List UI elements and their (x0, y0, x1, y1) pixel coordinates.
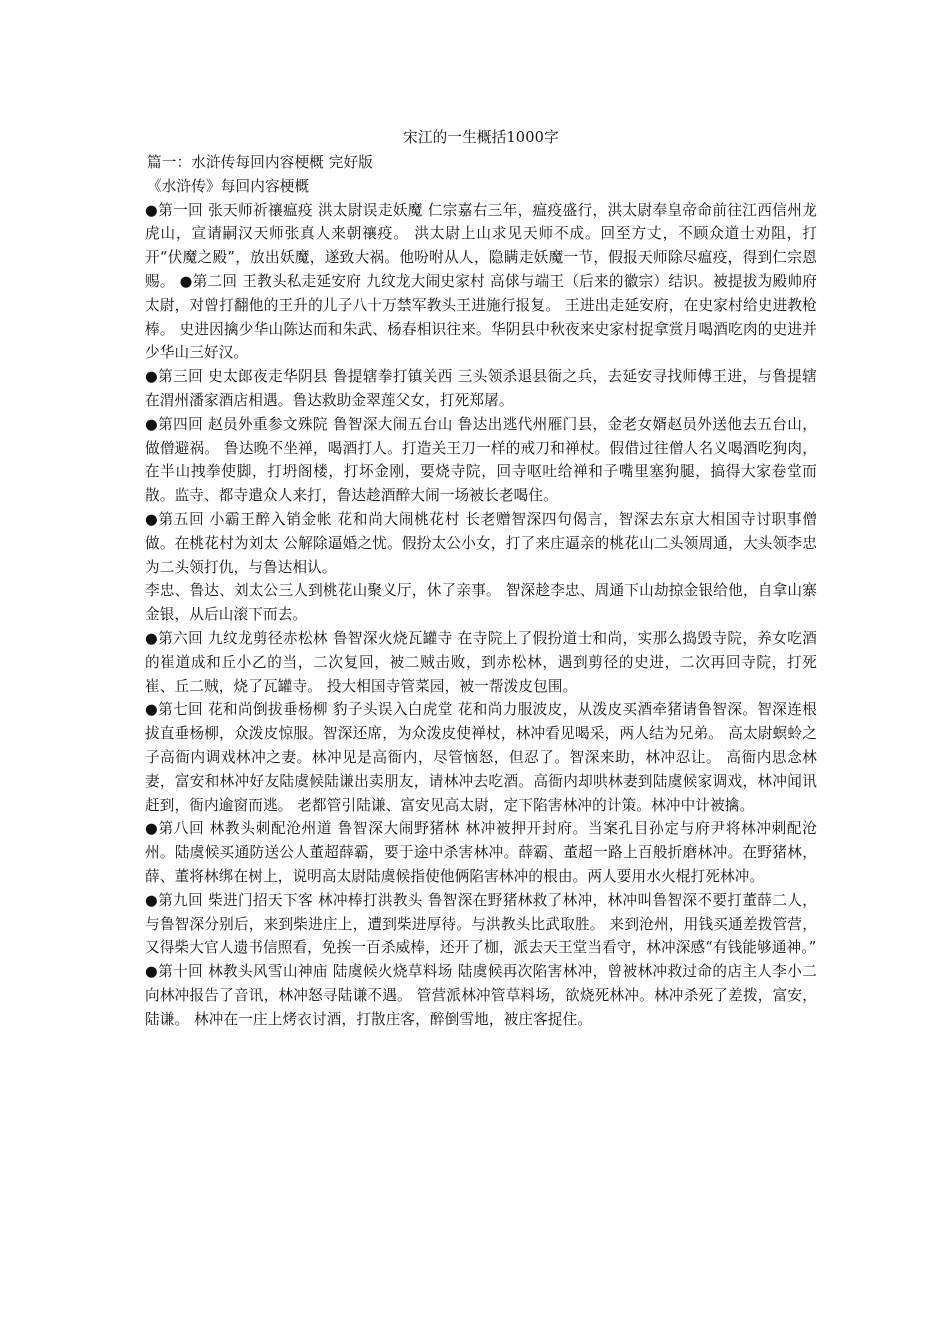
subheading: 《水浒传》每回内容梗概 (147, 177, 310, 195)
document-title: 宋江的一生概括1000字 (403, 129, 559, 146)
paragraph-chapter-1-2: ●第一回 张天师祈禳瘟疫 洪太尉误走妖魔 仁宗嘉右三年，瘟疫盛行，洪太尉奉皇帝命前往江西信州龙虎山，宣请嗣汉天师张真人来朝禳疫。 洪太尉上山求见天师不成。回至方丈，不顾众道士劝阻，打开“伏魔之殿”，放出妖魔，遂致大祸。他吩咐从人，隐瞒走妖魔一节，假报天师除尽瘟疫，得到仁宗恩赐。 ●第二回 王教头私走延安府 九纹龙大闹史家村 高俅与端王（后来的徽宗）结识。被提拔为殿帅府太尉，对曾打翻他的王升的儿子八十万禁军教头王进施行报复。 王进出走延安府，在史家村给史进教枪棒。 史进因擒少华山陈达而和朱武、杨春相识往来。华阴县中秋夜来史家村捉拿赏月喝酒吃肉的史进并少华山三好汉。 (145, 201, 817, 362)
paragraph-chapter-6: ●第六回 九纹龙剪径赤松林 鲁智深火烧瓦罐寺 在寺院上了假扮道士和尚，实那么捣毁寺院，养女吃酒的崔道成和丘小乙的当，二次复回，被二贼击败，到赤松林，遇到剪径的史进，二次再回寺院，打死崔、丘二贼，烧了瓦罐寺。 投大相国寺管菜园，被一帮泼皮包围。 (145, 629, 817, 695)
paragraph-chapter-3: ●第三回 史太郎夜走华阴县 鲁提辖拳打镇关西 三头领杀退县衙之兵，去延安寻找师傅王进，与鲁提辖在渭州潘家酒店相遇。鲁达救助金翠莲父女，打死郑屠。 (145, 368, 817, 409)
section-heading: 篇一：水浒传每回内容梗概 完好版 (147, 154, 373, 171)
document-body (145, 126, 817, 1031)
paragraph-chapter-9: ●第九回 柴进门招天下客 林冲棒打洪教头 鲁智深在野猪林救了林冲，林冲叫鲁智深不要打董薛二人，与鲁智深分别后，来到柴进庄上，遭到柴进厚待。与洪教头比武取胜。 来到沧州，用钱买通差拨管营，又得柴大官人遗书信照看，免挨一百杀威棒，还开了枷，派去天王堂当看守，林冲深感“有钱能够通神。” (145, 891, 817, 957)
paragraph-chapter-10: ●第十回 林教头风雪山神庙 陆虞候火烧草料场 陆虞候再次陷害林冲，曾被林冲救过命的店主人李小二向林冲报告了音讯，林冲怒寻陆谦不遇。 管营派林冲管草料场，欲烧死林冲。林冲杀死了差拨，富安，陆谦。 林冲在一庄上烤衣讨酒，打散庄客，醉倒雪地，被庄客捉住。 (145, 963, 817, 1028)
paragraph-chapter-7: ●第七回 花和尚倒拔垂杨柳 豹子头误入白虎堂 花和尚力服波皮，从泼皮买酒牵猪请鲁智深。智深连根拔直垂杨柳，众泼皮惊服。智深还席，为众泼皮使禅杖，林冲看见喝采，两人结为兄弟。 高太尉螟蛉之子高衙内调戏林冲之妻。林冲见是高衙内，尽管恼怒，但忍了。智深来助，林冲忍让。 高衙内思念林妻，富安和林冲好友陆虞候陆谦出卖朋友，请林冲去吃酒。高衙内却哄林妻到陆虞候家调戏，林冲闻讯赶到，衙内逾窗而逃。 老都管引陆谦、富安见高太尉，定下陷害林冲的计策。林冲中计被擒。 (145, 701, 817, 814)
paragraph-chapter-5-continued: 李忠、鲁达、刘太公三人到桃花山聚义厅，休了亲事。 智深趁李忠、周通下山劫掠金银给他，自拿山寨金银，从后山滚下而去。 (145, 582, 817, 624)
paragraph-chapter-5: ●第五回 小霸王醉入销金帐 花和尚大闹桃花村 长老赠智深四句偈言，智深去东京大相国寺讨职事僧做。在桃花村为刘太 公解除逼婚之忧。假扮太公小女，打了来庄逼亲的桃花山二头领周通，大头领李忠为二头领打仇，与鲁达相认。 (145, 510, 817, 576)
paragraph-chapter-8: ●第八回 林教头刺配沧州道 鲁智深大闹野猪林 林冲被押开封府。当案孔目孙定与府尹将林冲刺配沧州。陆虞候买通防送公人董超薛霸，要于途中杀害林冲。薛霸、董超一路上百般折磨林冲。在野猪林，薛、董将林绑在树上，说明高太尉陆虞候指使他俩陷害林冲的根由。两人要用水火棍打死林冲。 (145, 820, 817, 885)
paragraph-chapter-4: ●第四回 赵员外重参文殊院 鲁智深大闹五台山 鲁达出逃代州雁门县，金老女婿赵员外送他去五台山，做僧避祸。 鲁达晚不坐禅，喝酒打人。打造关王刀一样的戒刀和禅杖。假借过往僧人名义喝酒吃狗肉，在半山拽拳使脚，打坍阁楼，打坏金刚，要烧寺院，回寺呕吐给禅和子嘴里塞狗腿，搞得大家卷堂而散。监寺、都寺遣众人来打，鲁达趁酒醉大闹一场被长老喝住。 (145, 415, 817, 505)
